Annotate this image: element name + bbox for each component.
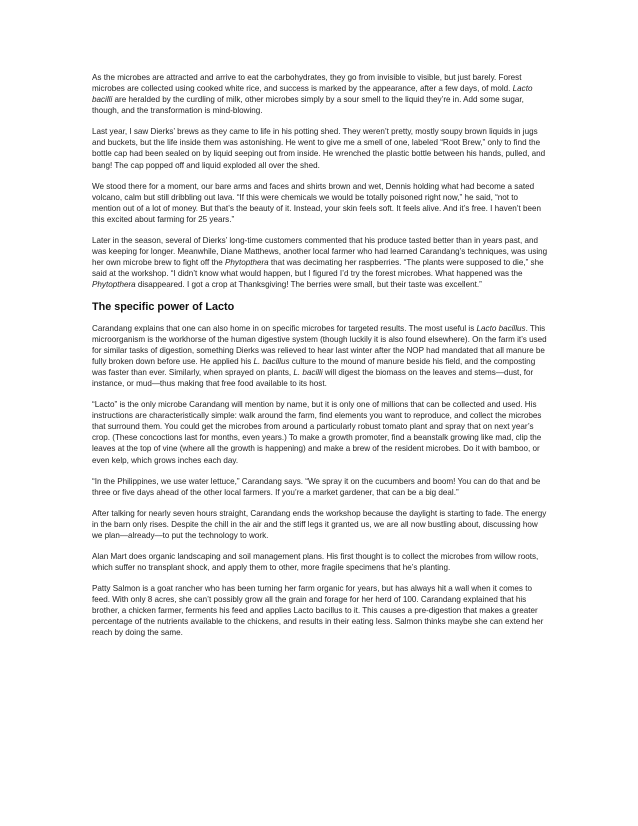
paragraph-sated-volcano: We stood there for a moment, our bare arms and faces and shirts brown and wet, Dennis holding what had become a sated volcano, calm but still dribbling out lava. “If this were chemicals we would be totally poisoned right now,” he said, “not to mention out of a lot of money. But that’s the beauty of it. Instead, your skin feels soft. It feels alive. And it’s free. I haven’t been this excited about farming for 25 years.”	[92, 181, 542, 224]
paragraph-workshop-ends: After talking for nearly seven hours straight, Carandang ends the workshop because the daylight is starting to fade. The energy in the barn only rises. Despite the chill in the air and the stiff legs it granted us, we are all now bustling about, discussing how we plan—already—to put the technology to work.	[92, 508, 547, 540]
italic-term: Lacto bacilli	[92, 84, 533, 105]
italic-term: Lacto bacillus	[476, 323, 526, 333]
text-run: disappeared. I got a crop at Thanksgiving! The berries were small, but their taste was excellent.”	[135, 280, 482, 290]
text-run: Later in the season, several of Dierks’ long-time customers commented that his produce tasted better than in years past, and was keeping for longer. Meanwhile, Diane Matthews, another local farmer who had learned Carandang’s techniques, was using her own microbe brew to fight off the	[92, 235, 548, 267]
paragraph-lacto-bacillus	[92, 323, 548, 390]
paragraph-microbes-arrive	[92, 72, 548, 116]
paragraph-patty-salmon: Patty Salmon is a goat rancher who has been turning her farm organic for years, but has always hit a wall when it comes to feed. With only 8 acres, she can’t possibly grow all the grain and forage for her herd of 100. Carandang explained that his brother, a chicken farmer, ferments his feed and applies Lacto bacillus to it. This causes a pre-digestion that makes a greater percentage of the nutrients available to the chickens, and results in their eating less. Salmon thinks maybe she can extend her reach by doing the same.	[92, 583, 544, 638]
italic-term: Phytopthera	[92, 280, 136, 290]
paragraph-only-microbe: “Lacto” is the only microbe Carandang will mention by name, but it is only one of millions that can be collected and used. His instructions are characteristically simple: walk around the farm, find elements you want to reproduce, and collect the microbes that surround them. You could get the microbes from around a particularly robust tomato plant and spray that on next year’s crop. (These concoctions last for months, even years.) To make a growth promoter, find a beanstalk growing like mad, clip the leaves at the top of vine (where all the growth is happening) and make a brew of the resident microbes. Do it with bamboo, or even kelp, which grows inches each day.	[92, 400, 542, 465]
paragraph-philippines: “In the Philippines, we use water lettuce,” Carandang says. “We spray it on the cucumbers and boom! You can do that and be three or five days ahead of the other local farmers. If you’re a market gardener, that can be a big deal.”	[92, 476, 541, 497]
text-run: As the microbes are attracted and arrive to eat the carbohydrates, they go from invisible to visible, but just barely. Forest microbes are collected using cooked white rice, and success is marked by the appearance, after a few days, of mold.	[92, 73, 522, 94]
paragraph-customers-raspberries	[92, 235, 548, 290]
text-run: . This microorganism is the workhorse of the human digestive system (though luckily it is also found elsewhere). On the farm it’s used for similar tasks of digestion, something Dierks was relieved to hear last winter after the NOP had mandated that all manure be fully broken down before use. He applied his	[92, 323, 547, 366]
text-run: are heralded by the curdling of milk, other microbes simply by a sour smell to the liquid they’re in. Add some sugar, though, and the transformation is mind-blowing.	[92, 95, 524, 116]
text-run: culture to the mound of manure beside his field, and the composting was faster than ever. Similarly, when sprayed on plants,	[92, 356, 536, 378]
text-run: that was decimating her raspberries. “The plants were supposed to die,” she said at the workshop. “I didn’t know what would happen, but I figured I’d try the forest microbes. What happened was the	[92, 257, 544, 279]
document-page	[92, 72, 548, 648]
italic-term: L. bacillus	[253, 356, 290, 366]
paragraph-alan-mart: Alan Mart does organic landscaping and soil management plans. His first thought is to collect the microbes from willow roots, which suffer no transplant shock, and apply them to other, more fragile specimens that he’s planting.	[92, 551, 539, 572]
section-heading: The specific power of Lacto	[92, 301, 235, 314]
text-run: Carandang explains that one can also home in on specific microbes for targeted results. The most useful is	[92, 323, 477, 333]
text-run: will digest the biomass on the leaves and stems—dust, for instance, or mud—thus making that free food available to its host.	[92, 368, 534, 389]
italic-term: Phytopthera	[225, 257, 269, 267]
paragraph-potting-shed: Last year, I saw Dierks’ brews as they came to life in his potting shed. They weren’t pretty, mostly soupy brown liquids in jugs and buckets, but the life inside them was astonishing. He went to give me a smell of one, labeled “Root Brew,” only to find the bottle cap had been sealed on by liquid seeping out from inside. He wrenched the plastic bottle between his hands, pulled, and bang! The cap popped off and liquid exploded all over the shed.	[92, 127, 546, 170]
italic-term: L. bacilli	[293, 368, 323, 378]
